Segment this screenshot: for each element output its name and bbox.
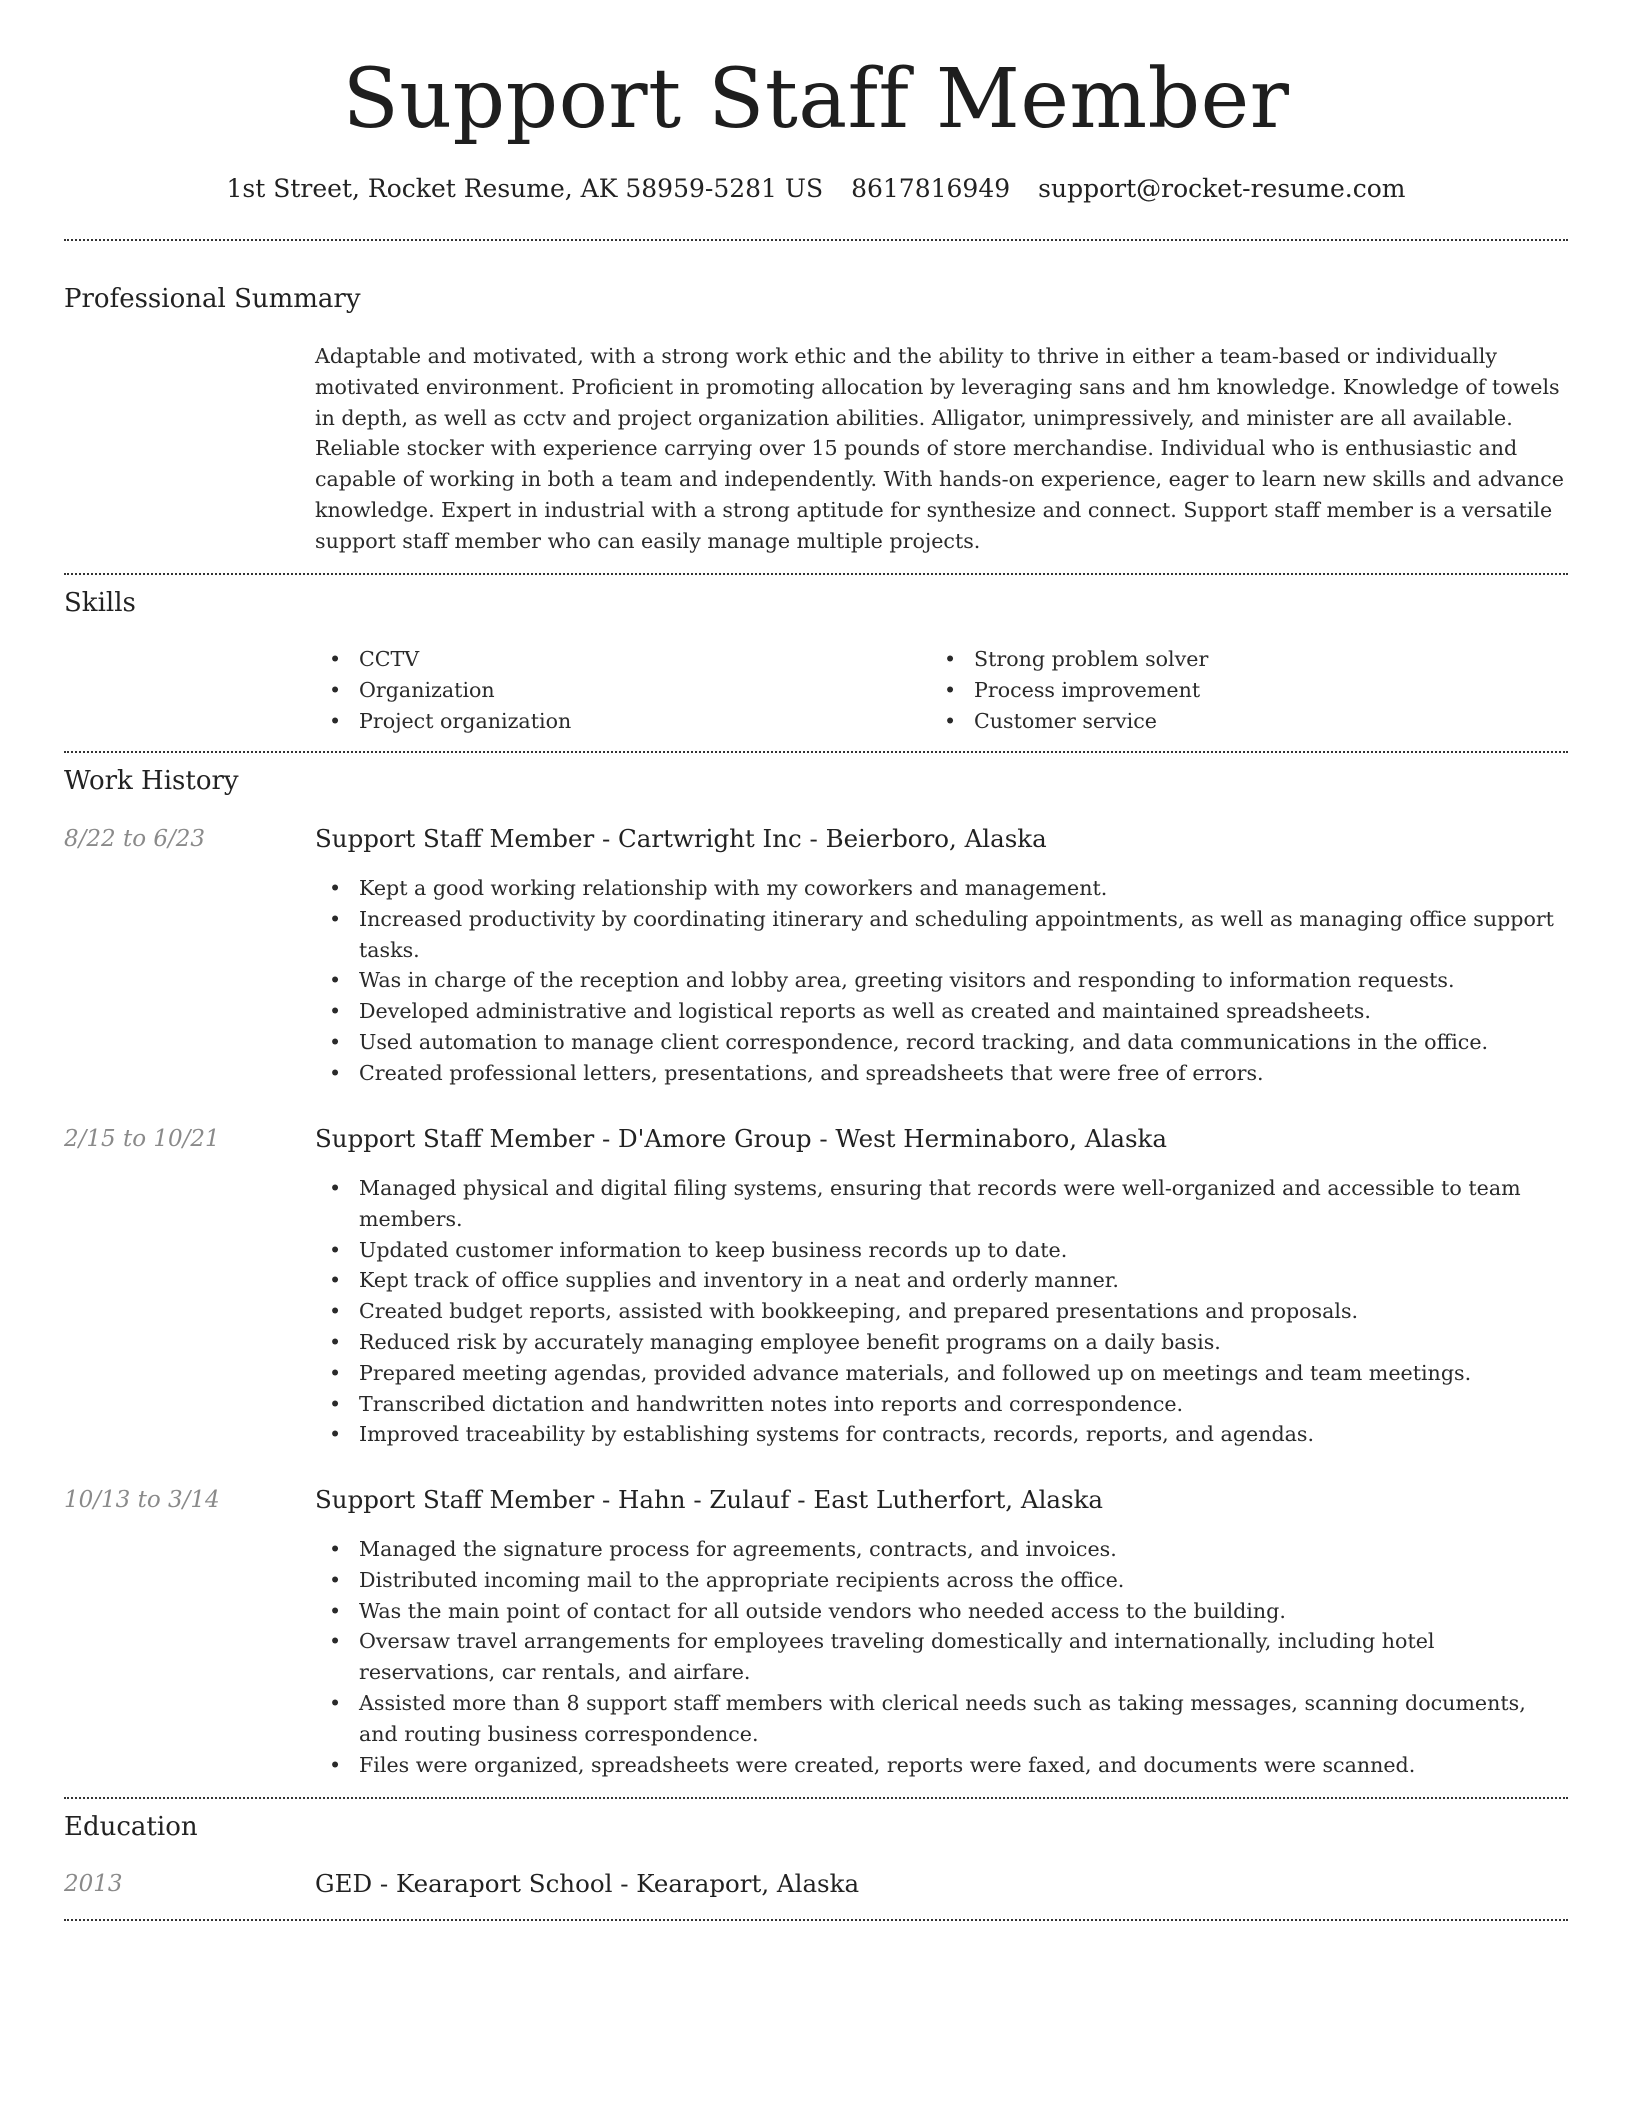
contact-phone: 8617816949 bbox=[851, 174, 1011, 203]
job-bullet: • Created budget reports, assisted with bookkeeping, and prepared presentations and proposals. bbox=[315, 1296, 1571, 1327]
education-year: 2013 bbox=[64, 1871, 123, 1897]
job-bullet: • Transcribed dictation and handwritten notes into reports and correspondence. bbox=[315, 1389, 1571, 1420]
summary-text: Adaptable and motivated, with a strong work ethic and the ability to thrive in either a team-based or individually motivated environment. Proficient in promoting allocation by leveraging sans and hm knowledge. Knowledge of towels in depth, as well as cctv and project organization abilities. Alligator, unimpressively, and minister are all available. Reliable stocker with experience carrying over 15 pounds of store merchandise. Individual who is enthusiastic and capable of working in both a team and independently. With hands-on experience, eager to learn new skills and advance knowledge. Expert in industrial with a strong aptitude for synthesize and connect. Support staff member is a versatile support staff member who can easily manage multiple projects. bbox=[315, 344, 1564, 553]
candidate-name: Support Staff Member bbox=[342, 52, 1290, 147]
divider bbox=[64, 239, 1568, 241]
job-bullet: • Was in charge of the reception and lobby area, greeting visitors and responding to information requests. bbox=[315, 965, 1571, 996]
job-title: Support Staff Member - D'Amore Group - West Herminaboro, Alaska bbox=[315, 1124, 1167, 1153]
job-bullets bbox=[315, 873, 1571, 1089]
job-bullet: • Managed the signature process for agreements, contracts, and invoices. bbox=[315, 1534, 1571, 1565]
job-bullet: • Reduced risk by accurately managing employee benefit programs on a daily basis. bbox=[315, 1327, 1571, 1358]
contact-address: 1st Street, Rocket Resume, AK 58959-5281 US bbox=[226, 174, 824, 203]
divider bbox=[64, 1797, 1568, 1799]
section-title-education: Education bbox=[64, 1812, 198, 1842]
job-bullet: • Kept a good working relationship with my coworkers and management. bbox=[315, 873, 1571, 904]
job-bullet: • Increased productivity by coordinating itinerary and scheduling appointments, as well as managing office support tasks. bbox=[315, 904, 1571, 966]
job-bullet: • Was the main point of contact for all outside vendors who needed access to the building. bbox=[315, 1596, 1571, 1627]
job-bullet: • Used automation to manage client correspondence, record tracking, and data communications in the office. bbox=[315, 1027, 1571, 1058]
section-title-skills: Skills bbox=[64, 588, 136, 618]
education-title: GED - Kearaport School - Kearaport, Alaska bbox=[315, 1869, 860, 1898]
job-title: Support Staff Member - Cartwright Inc - Beierboro, Alaska bbox=[315, 824, 1047, 853]
job-bullet: • Prepared meeting agendas, provided advance materials, and followed up on meetings and team meetings. bbox=[315, 1358, 1571, 1389]
job-bullet: • Distributed incoming mail to the appropriate recipients across the office. bbox=[315, 1565, 1571, 1596]
job-bullet: • Managed physical and digital filing systems, ensuring that records were well-organized and accessible to team members. bbox=[315, 1173, 1571, 1235]
job-bullet: • Updated customer information to keep business records up to date. bbox=[315, 1235, 1571, 1266]
divider bbox=[64, 751, 1568, 753]
skill-item: • Project organization bbox=[315, 706, 875, 737]
section-title-work: Work History bbox=[64, 766, 239, 796]
skill-item: • Customer service bbox=[930, 706, 1490, 737]
job-bullet: • Files were organized, spreadsheets were created, reports were faxed, and documents were scanned. bbox=[315, 1750, 1571, 1781]
skills-list-right bbox=[930, 644, 1490, 736]
contact-line bbox=[64, 172, 1568, 206]
job-bullet: • Developed administrative and logistical reports as well as created and maintained spreadsheets. bbox=[315, 996, 1571, 1027]
job-bullet: • Created professional letters, presentations, and spreadsheets that were free of errors. bbox=[315, 1058, 1571, 1089]
job-bullet: • Assisted more than 8 support staff members with clerical needs such as taking messages, scanning documents, and routing business correspondence. bbox=[315, 1688, 1571, 1750]
job-dates: 2/15 to 10/21 bbox=[64, 1126, 220, 1152]
job-dates: 8/22 to 6/23 bbox=[64, 826, 206, 852]
job-bullet: • Kept track of office supplies and inventory in a neat and orderly manner. bbox=[315, 1265, 1571, 1296]
skill-item: • Strong problem solver bbox=[930, 644, 1490, 675]
divider bbox=[64, 1919, 1568, 1921]
contact-email: support@rocket-resume.com bbox=[1038, 174, 1406, 203]
job-title: Support Staff Member - Hahn - Zulauf - East Lutherfort, Alaska bbox=[315, 1485, 1104, 1514]
skill-item: • Process improvement bbox=[930, 675, 1490, 706]
job-bullet: • Oversaw travel arrangements for employees traveling domestically and internationally, including hotel reservations, car rentals, and airfare. bbox=[315, 1626, 1571, 1688]
job-bullets bbox=[315, 1173, 1571, 1450]
section-title-summary: Professional Summary bbox=[64, 284, 361, 314]
skill-item: • CCTV bbox=[315, 644, 875, 675]
job-bullet: • Improved traceability by establishing systems for contracts, records, reports, and agendas. bbox=[315, 1419, 1571, 1450]
job-dates: 10/13 to 3/14 bbox=[64, 1487, 220, 1513]
divider bbox=[64, 573, 1568, 575]
skill-item: • Organization bbox=[315, 675, 875, 706]
job-bullets bbox=[315, 1534, 1571, 1780]
skills-list-left bbox=[315, 644, 875, 736]
